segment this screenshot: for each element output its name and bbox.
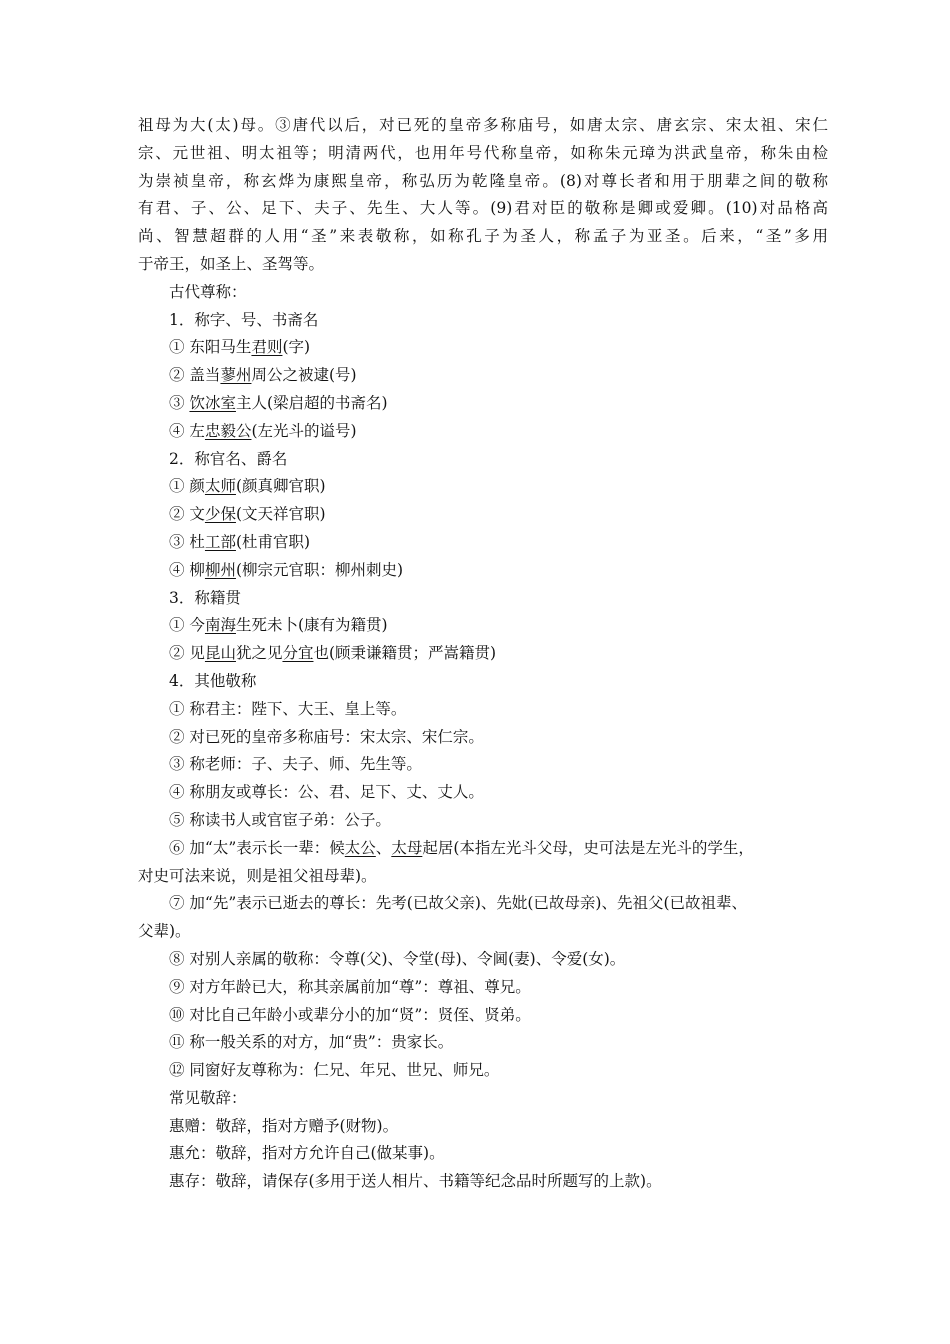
- list-item: ⑦ 加“先”表示已逝去的尊长：先考(已故父亲)、先妣(已故母亲)、先祖父(已故祖辈、: [169, 894, 748, 913]
- underlined-term: 昆山: [204, 644, 236, 663]
- list-item: ② 盖当蓼州周公之被逮(号): [169, 366, 357, 385]
- list-item: 惠允：敬辞，指对方允许自己(做某事)。: [169, 1144, 445, 1163]
- underlined-term: 忠毅公: [204, 421, 252, 440]
- paragraph-line: 于帝王，如圣上、圣驾等。: [138, 254, 325, 273]
- underlined-term: 南海: [204, 616, 236, 635]
- section-title: 3．称籍贯: [169, 588, 241, 607]
- list-item: ③ 杜工部(杜甫官职): [169, 532, 311, 551]
- underlined-term: 君则: [251, 338, 283, 357]
- paragraph-line: 尚、智慧超群的人用“圣”来表敬称，如称孔子为圣人，称孟子为亚圣。后来，“圣”多用: [138, 227, 828, 246]
- list-item: ③ 称老师：子、夫子、师、先生等。: [169, 755, 422, 774]
- list-item: ⑨ 对方年龄已大，称其亲属前加“尊”：尊祖、尊兄。: [169, 977, 531, 996]
- list-item: ④ 柳柳州(柳宗元官职：柳州刺史): [169, 560, 404, 579]
- section-title: 4．其他敬称: [169, 671, 257, 690]
- list-item: ⑧ 对别人亲属的敬称：令尊(父)、令堂(母)、令阃(妻)、令爱(女)。: [169, 949, 626, 968]
- underlined-term: 太公: [344, 838, 376, 857]
- document-page: [138, 112, 828, 1196]
- list-item-continuation: 对史可法来说，则是祖父祖母辈)。: [138, 866, 377, 885]
- list-item: ② 见昆山犹之见分宜也(顾秉谦籍贯；严嵩籍贯): [169, 644, 497, 663]
- list-item: ⑥ 加“太”表示长一辈：候太公、太母起居(本指左光斗父母，史可法是左光斗的学生，: [169, 838, 754, 857]
- paragraph-line: 祖母为大(太)母。③唐代以后，对已死的皇帝多称庙号，如唐太宗、唐玄宗、宋太祖、宋仁: [138, 116, 828, 134]
- list-item: 惠赠：敬辞，指对方赠予(财物)。: [169, 1116, 399, 1135]
- list-item: ⑫ 同窗好友尊称为：仁兄、年兄、世兄、师兄。: [169, 1061, 500, 1080]
- section-title: 1．称字、号、书斋名: [169, 310, 319, 329]
- list-item: ① 东阳马生君则(字): [169, 338, 311, 357]
- list-item: ① 今南海生死未卜(康有为籍贯): [169, 616, 388, 635]
- underlined-term: 柳州: [204, 560, 236, 579]
- list-item: ⑪ 称一般关系的对方，加“贵”：贵家长。: [169, 1033, 454, 1052]
- underlined-term: 太师: [204, 477, 236, 496]
- list-item-continuation: 父辈)。: [138, 922, 191, 941]
- section-title: 2．称官名、爵名: [169, 449, 288, 468]
- underlined-term: 饮冰室: [189, 393, 236, 412]
- underlined-term: 太母: [391, 838, 423, 857]
- underlined-term: 工部: [204, 532, 236, 551]
- list-item: ⑤ 称读书人或官宦子弟：公子。: [169, 810, 391, 829]
- list-item: ② 文少保(文天祥官职): [169, 505, 326, 524]
- underlined-term: 分宜: [282, 644, 314, 663]
- list-item: ② 对已死的皇帝多称庙号：宋太宗、宋仁宗。: [169, 727, 484, 746]
- section-heading: 古代尊称：: [169, 282, 247, 301]
- list-item: ⑩ 对比自己年龄小或辈分小的加“贤”：贤侄、贤弟。: [169, 1005, 531, 1024]
- paragraph-line: 有君、子、公、足下、夫子、先生、大人等。(9)君对臣的敬称是卿或爱卿。(10)对品格高: [138, 199, 828, 218]
- paragraph-line: 宗、元世祖、明太祖等；明清两代，也用年号代称皇帝，如称朱元璋为洪武皇帝，称朱由检: [138, 143, 828, 162]
- list-item: 惠存：敬辞，请保存(多用于送人相片、书籍等纪念品时所题写的上款)。: [169, 1172, 662, 1191]
- paragraph-line: 为崇祯皇帝，称玄烨为康熙皇帝，称弘历为乾隆皇帝。(8)对尊长者和用于朋辈之间的敬称: [138, 171, 828, 190]
- list-item: ④ 左忠毅公(左光斗的谥号): [169, 421, 357, 440]
- list-item: ① 称君主：陛下、大王、皇上等。: [169, 699, 407, 718]
- underlined-term: 少保: [204, 505, 236, 524]
- list-item: ④ 称朋友或尊长：公、君、足下、丈、丈人。: [169, 783, 484, 802]
- list-item: ③ 饮冰室主人(梁启超的书斋名): [169, 393, 388, 412]
- list-item: ① 颜太师(颜真卿官职): [169, 477, 326, 496]
- section-title: 常见敬辞：: [169, 1088, 247, 1107]
- underlined-term: 蓼州: [220, 366, 252, 385]
